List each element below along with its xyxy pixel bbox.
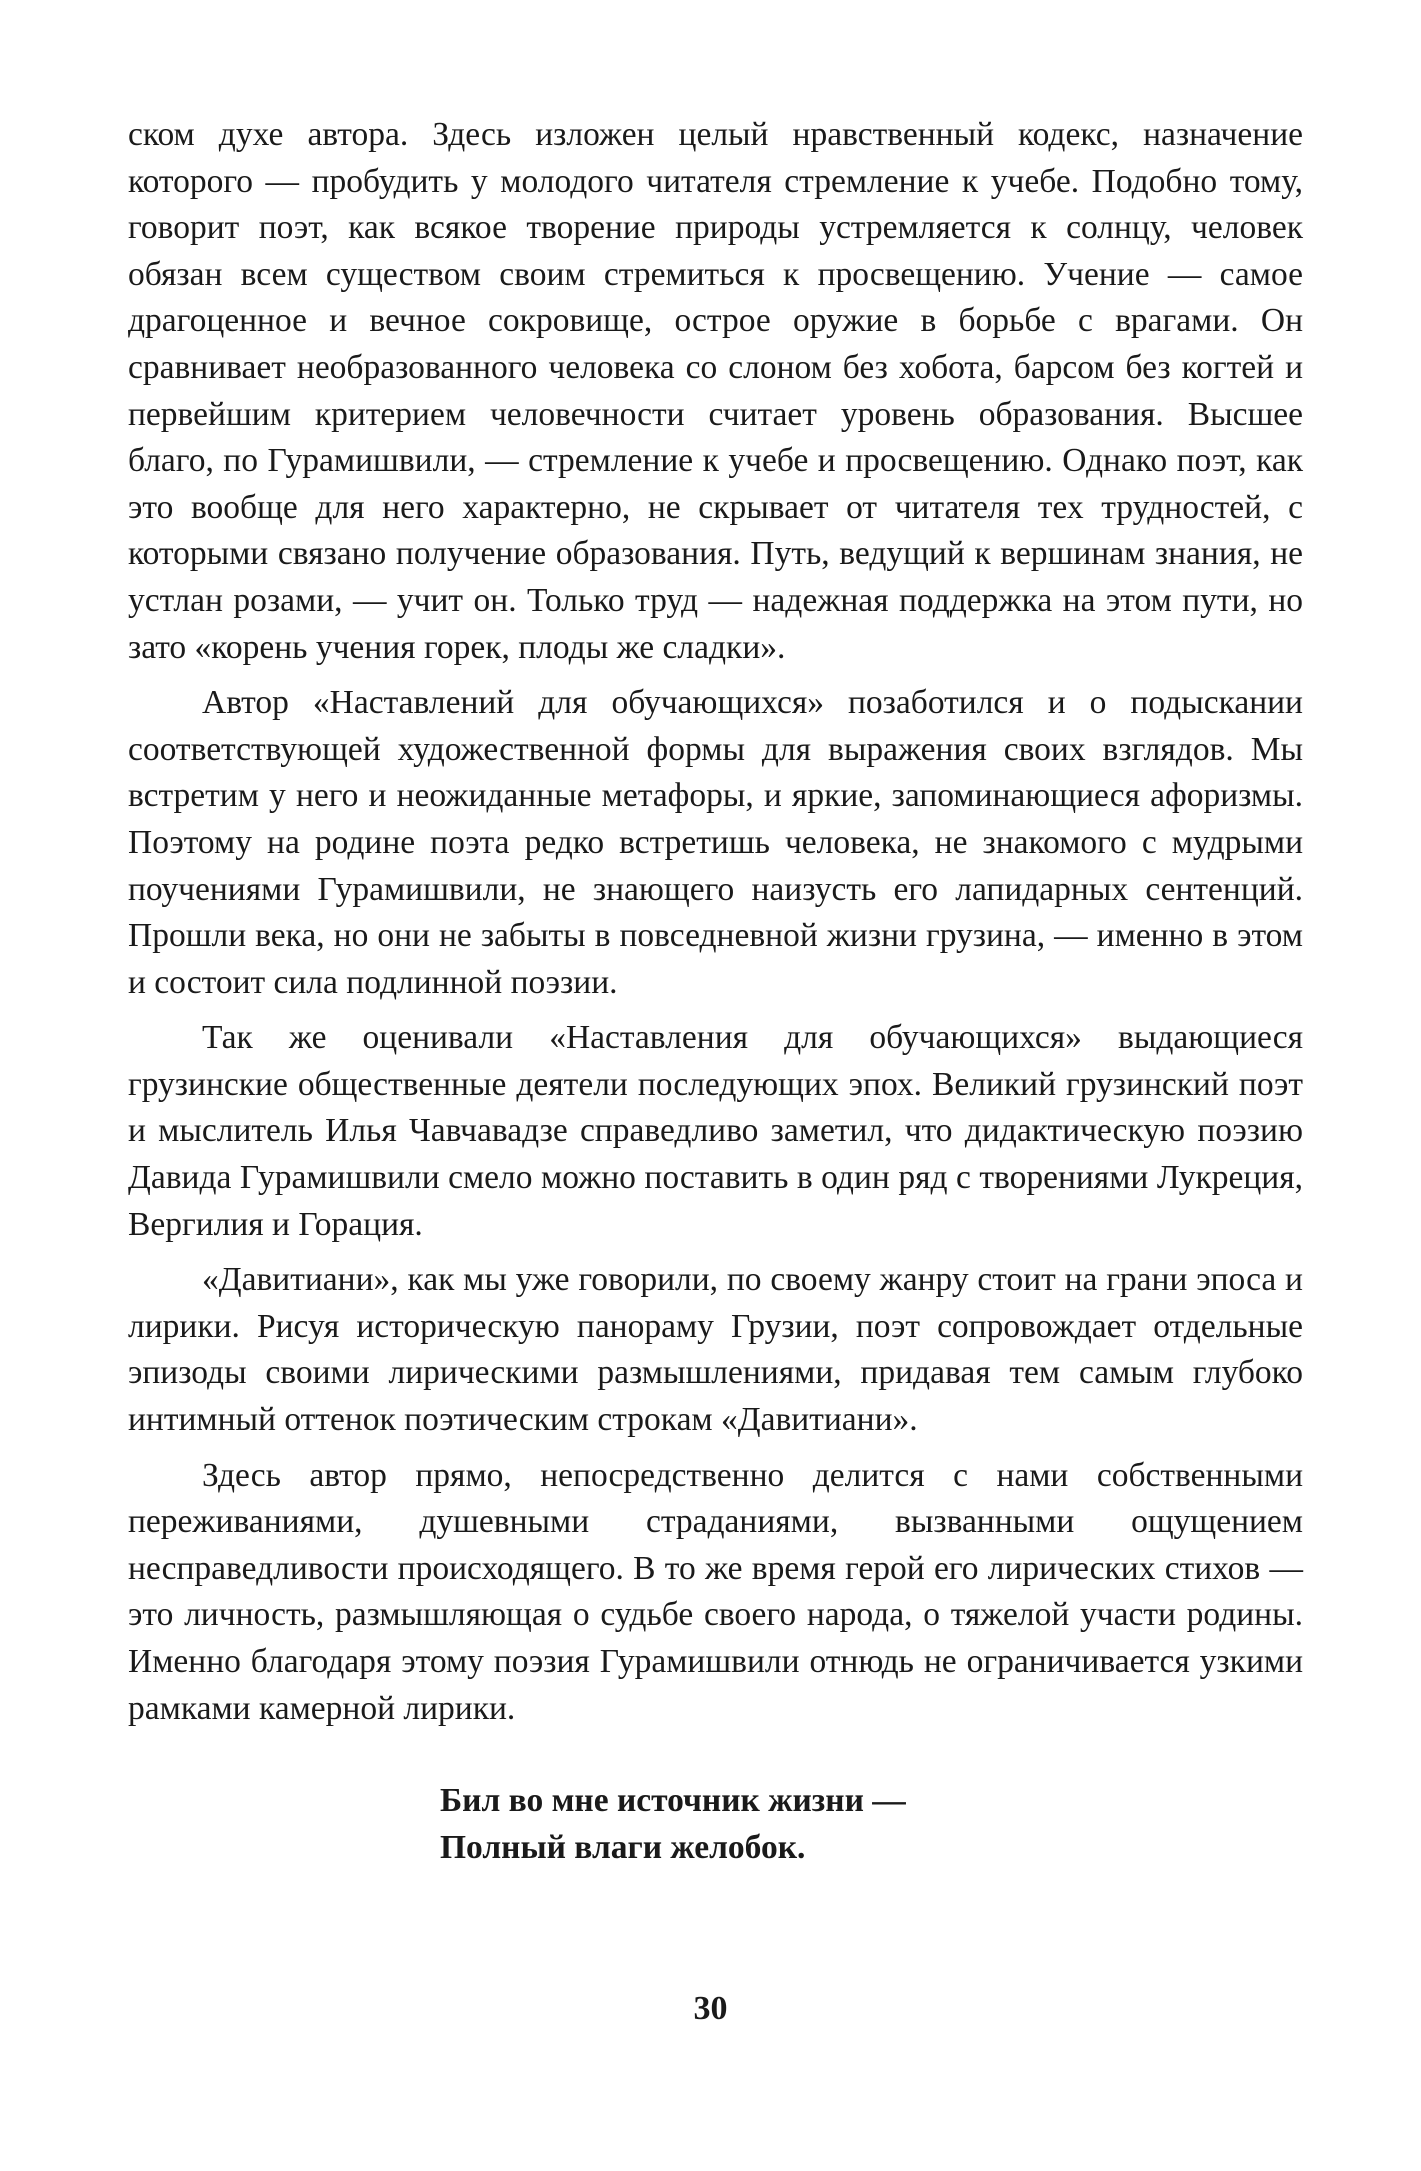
paragraph-2: Автор «Наставлений для обучающихся» позаботился и о подыскании соответствующей художественной формы для выражения своих взглядов. Мы встретим у него и неожиданные метафоры, и яркие, запоминающиеся афоризмы. Поэтому на родине поэта редко встретишь человека, не знакомого с мудрыми поучениями Гурамишвили, не знающего наизусть его лапидарных сентенций. Прошли века, но они не забыты в повседневной жизни грузина, — именно в этом и состоит сила подлинной поэзии. <box>128 684 1303 1001</box>
paragraph-3: Так же оценивали «Наставления для обучающихся» выдающиеся грузинские общественные деятели последующих эпох. Великий грузинский поэт и мыслитель Илья Чавчавадзе справедливо заметил, что дидактическую поэзию Давида Гурамишвили смело можно поставить в один ряд с творениями Лукреция, Вергилия и Горация. <box>128 1019 1303 1243</box>
verse-line: Бил во мне источник жизни — <box>440 1782 906 1820</box>
paragraph-5: Здесь автор прямо, непосредственно делится с нами собственными переживаниями, душевными страданиями, вызванными ощущением несправедливости происходящего. В то же время герой его лирических стихов — это личность, размышляющая о судьбе своего народа, о тяжелой участи родины. Именно благодаря этому поэзия Гурамишвили отнюдь не ограничивается узкими рамками камерной лирики. <box>128 1456 1303 1727</box>
page-number: 30 <box>693 1990 728 2027</box>
verse-line: Полный влаги желобок. <box>440 1828 806 1866</box>
paragraph-4: «Давитиани», как мы уже говорили, по своему жанру стоит на грани эпоса и лирики. Рисуя историческую панораму Грузии, поэт сопровождает отдельные эпизоды своими лирическими размышлениями, придавая тем самым глубоко интимный оттенок поэтическим строкам «Давитиани». <box>128 1261 1303 1439</box>
paragraph-1: ском духе автора. Здесь изложен целый нравственный кодекс, назначение которого — пробудить у молодого читателя стремление к учебе. Подобно тому, говорит поэт, как всякое творение природы устремляется к солнцу, человек обязан всем существом своим стремиться к просвещению. Учение — самое драгоценное и вечное сокровище, острое оружие в борьбе с врагами. Он сравнивает необразованного человека со слоном без хобота, барсом без когтей и первейшим критерием человечности считает уровень образования. Высшее благо, по Гурамишвили, — стремление к учебе и просвещению. Однако поэт, как это вообще для него характерно, не скрывает от читателя тех трудностей, с которыми связано получение образования. Путь, ведущий к вершинам знания, не устлан розами, — учит он. Только труд — надежная поддержка на этом пути, но зато «корень учения горек, плоды же сладки». <box>128 116 1303 666</box>
verse-quote <box>440 1778 1303 1871</box>
page-body <box>128 112 1303 1871</box>
